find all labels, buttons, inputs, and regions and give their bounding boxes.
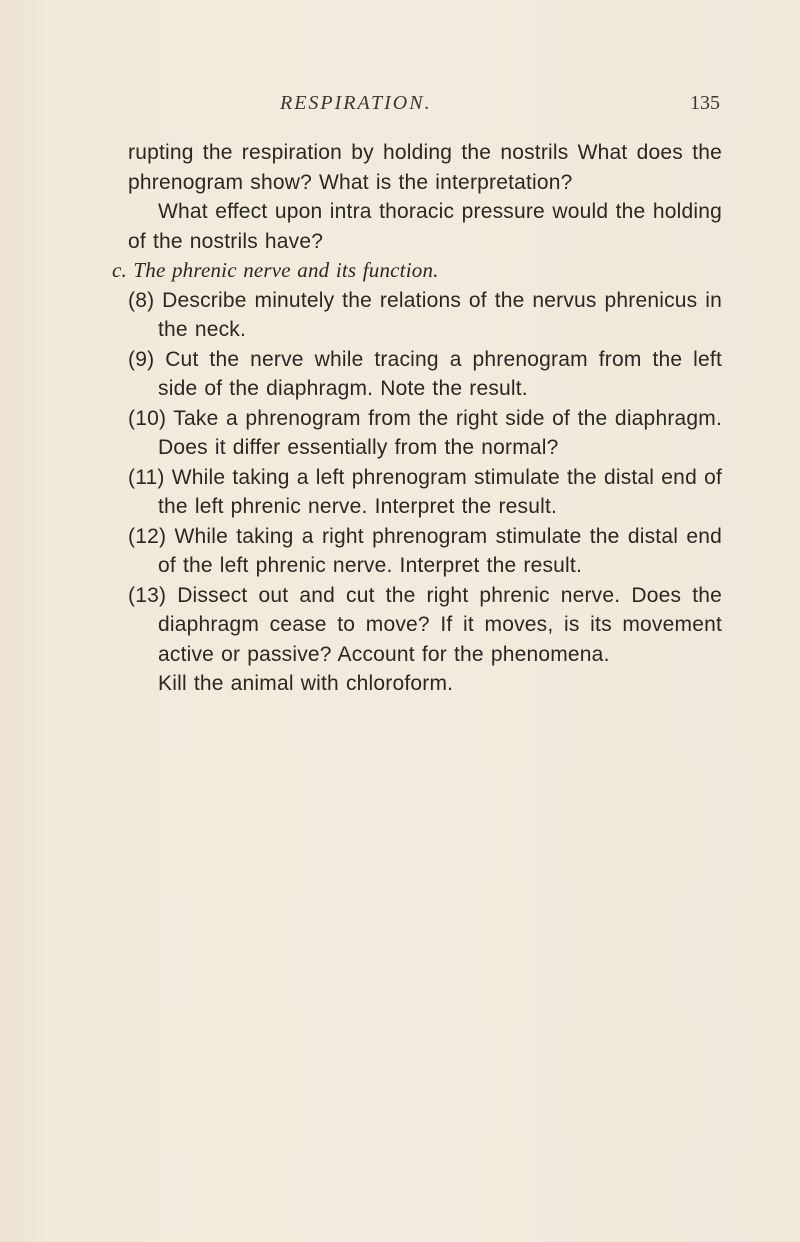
running-title: RESPIRATION. [280,92,432,114]
running-head [240,92,720,128]
section-heading-c: c. The phrenic nerve and its function. [112,258,439,282]
paragraph-final: Kill the animal with chloroform. [158,672,454,695]
numbered-item-9: (9) Cut the nerve while tracing a phrenogram from the left side of the diaphragm. Note the result. [128,347,722,400]
numbered-item-13: (13) Dissect out and cut the right phrenic nerve. Does the diaphragm cease to move? If it moves, is its movement active or passive? Account for the phenomena. [128,583,722,666]
page-number: 135 [690,92,720,114]
numbered-item-12: (12) While taking a right phrenogram stimulate the distal end of the left phrenic nerve. Interpret the result. [128,524,722,577]
numbered-item-8: (8) Describe minutely the relations of the nervus phrenicus in the neck. [128,288,722,341]
paragraph-continuation: rupting the respiration by holding the nostrils What does the phrenogram show? What is the interpretation? [128,141,722,194]
numbered-item-11: (11) While taking a left phrenogram stimulate the distal end of the left phrenic nerve. Interpret the result. [128,465,722,518]
body-text [112,138,722,699]
paragraph-question: What effect upon intra thoracic pressure would the holding of the nostrils have? [128,200,722,253]
numbered-item-10: (10) Take a phrenogram from the right side of the diaphragm. Does it differ essentially from the normal? [128,406,722,459]
